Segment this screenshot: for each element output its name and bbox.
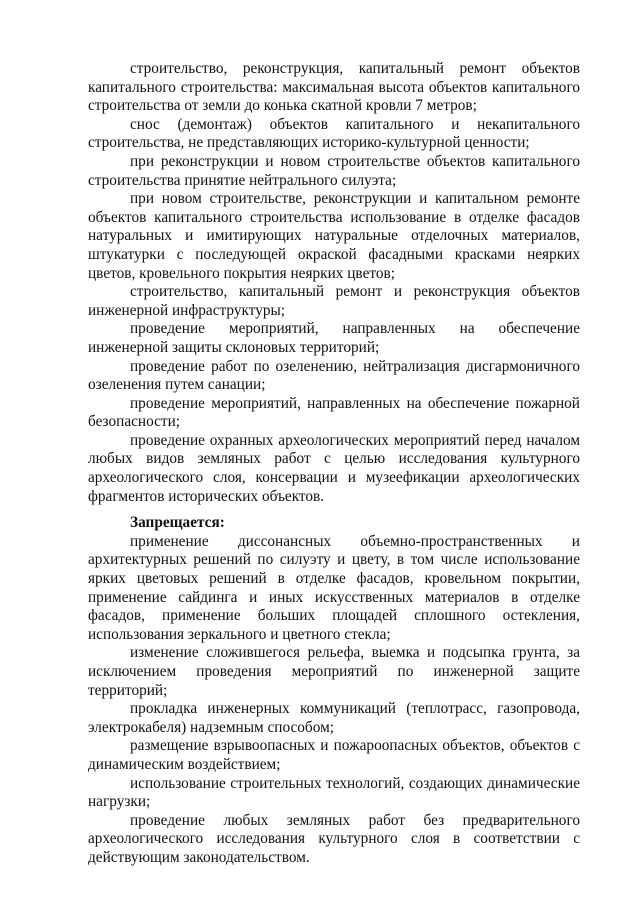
allowed-item: при новом строительстве, реконструкции и капитальном ремонте объектов капитального строительства использование в отделке фасадов натуральных и имитирующих натуральные отделочных материалов, штукатурки с последующей окраской фасадными красками неярких цветов, кровельного покрытия неярких цветов; bbox=[88, 190, 580, 282]
allowed-item: при реконструкции и новом строительстве объектов капитального строительства принятие нейтрального силуэта; bbox=[88, 152, 580, 189]
prohibited-item: использование строительных технологий, создающих динамические нагрузки; bbox=[88, 774, 580, 811]
document-page bbox=[88, 60, 580, 868]
prohibited-item: изменение сложившегося рельефа, выемка и подсыпка грунта, за исключением проведения мероприятий по инженерной защите территорий; bbox=[88, 644, 580, 699]
allowed-item: проведение мероприятий, направленных на обеспечение пожарной безопасности; bbox=[88, 394, 580, 431]
allowed-item: проведение охранных археологических мероприятий перед началом любых видов земляных работ с целью исследования культурного археологического слоя, консервации и музеефикации археологических фрагментов исторических объектов. bbox=[88, 431, 580, 505]
prohibited-item: применение диссонансных объемно-пространственных и архитектурных решений по силуэту и цвету, в том числе использование ярких цветовых решений в отделке фасадов, кровельном покрытии, применение сайдинга и иных искусственных материалов в отделке фасадов, применение больших площадей сплошного остекления, использования зеркального и цветного стекла; bbox=[88, 532, 580, 643]
allowed-item: строительство, капитальный ремонт и реконструкция объектов инженерной инфраструктуры; bbox=[88, 283, 580, 319]
allowed-item: проведение работ по озеленению, нейтрализация дисгармоничного озеленения путем санации; bbox=[88, 357, 580, 394]
allowed-item: проведение мероприятий, направленных на обеспечение инженерной защиты склоновых территорий; bbox=[88, 320, 580, 356]
allowed-item: строительство, реконструкция, капитальный ремонт объектов капитального строительства: максимальная высота объектов капитального строительства от земли до конька скатной кровли 7 метров; bbox=[88, 60, 580, 115]
allowed-item: снос (демонтаж) объектов капитального и некапитального строительства, не представляющих историко-культурной ценности; bbox=[88, 115, 580, 152]
prohibited-item: размещение взрывоопасных и пожароопасных объектов, объектов с динамическим воздействием; bbox=[88, 737, 580, 773]
prohibited-item: прокладка инженерных коммуникаций (теплотрасс, газопровода, электрокабеля) надземным способом; bbox=[88, 700, 580, 736]
prohibited-heading: Запрещается: bbox=[130, 514, 225, 532]
prohibited-item: проведение любых земляных работ без предварительного археологического исследования культурного слоя в соответствии с действующим законодательством. bbox=[88, 811, 580, 866]
